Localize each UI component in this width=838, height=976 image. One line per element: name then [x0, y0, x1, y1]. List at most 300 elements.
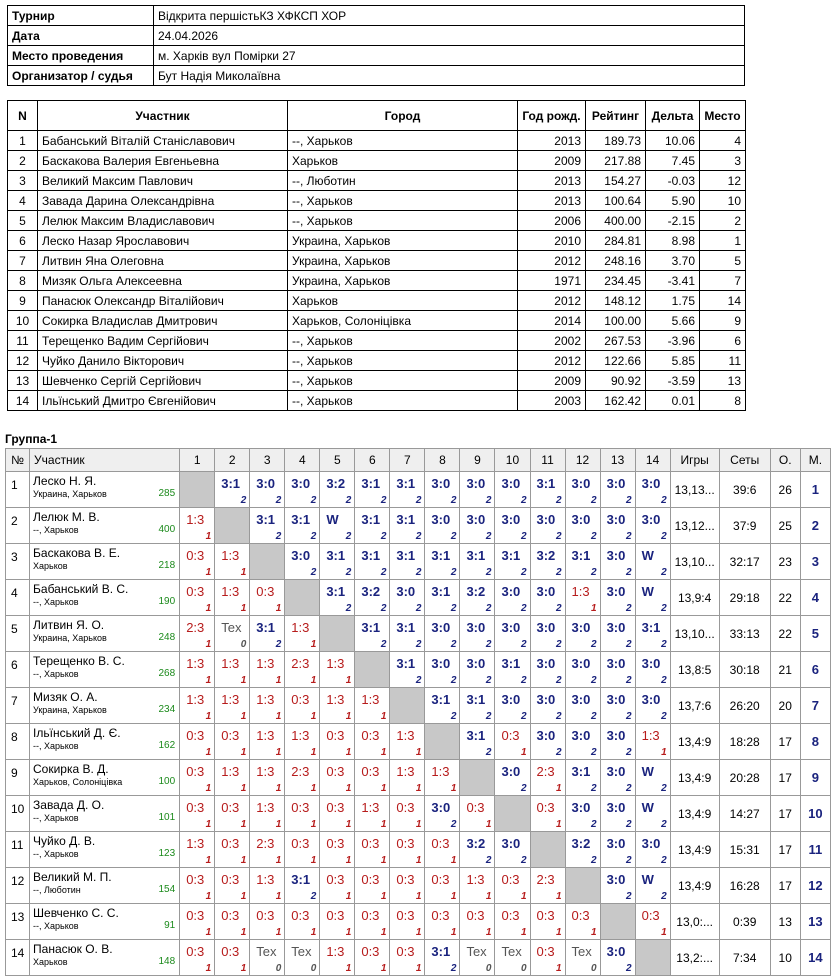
match-result-cell[interactable]	[600, 940, 635, 976]
match-result-cell[interactable]	[460, 580, 495, 616]
match-points: 2	[555, 495, 562, 506]
match-result-cell[interactable]	[355, 796, 390, 832]
match-result-cell[interactable]	[390, 652, 425, 688]
match-result-cell[interactable]	[355, 616, 390, 652]
match-result-cell[interactable]	[180, 652, 215, 688]
participant-cell: Мизяк Ольга Алексеевна	[38, 271, 288, 291]
match-result-cell[interactable]	[250, 688, 285, 724]
match-result-cell[interactable]	[565, 580, 600, 616]
match-result-cell[interactable]	[180, 940, 215, 976]
match-result-cell[interactable]	[565, 652, 600, 688]
match-result-cell[interactable]	[425, 472, 460, 508]
match-points: 2	[450, 675, 457, 686]
player-cell	[30, 508, 180, 544]
match-result-cell[interactable]	[495, 940, 530, 976]
match-result-cell[interactable]	[565, 796, 600, 832]
participant-cell: Ільїнський Дмитро Євгенійович	[38, 391, 288, 411]
match-result-cell[interactable]	[565, 760, 600, 796]
match-score: 3:1	[501, 656, 521, 671]
participant-cell: 4	[700, 131, 746, 151]
header-opponent: 11	[530, 449, 565, 472]
match-result-cell[interactable]	[355, 508, 390, 544]
match-result-cell[interactable]	[565, 472, 600, 508]
match-result-cell[interactable]	[495, 544, 530, 580]
match-result-cell[interactable]	[530, 796, 565, 832]
match-points: 1	[380, 927, 387, 938]
match-result-cell[interactable]	[250, 760, 285, 796]
place-cell: 6	[800, 652, 830, 688]
match-result-cell[interactable]	[635, 616, 670, 652]
diagonal-cell	[180, 472, 215, 508]
match-result-cell[interactable]	[250, 508, 285, 544]
player-cell	[30, 868, 180, 904]
match-result-cell[interactable]	[390, 580, 425, 616]
match-result-cell[interactable]	[250, 940, 285, 976]
match-score: 3:0	[606, 800, 626, 815]
match-score: 3:1	[466, 692, 486, 707]
match-result-cell[interactable]	[600, 616, 635, 652]
participants-header: N	[8, 101, 38, 131]
match-score: 1:3	[221, 548, 240, 563]
match-result-cell[interactable]	[180, 904, 215, 940]
match-result-cell[interactable]	[530, 472, 565, 508]
player-city: --, Люботин	[33, 885, 81, 895]
match-result-cell[interactable]	[635, 544, 670, 580]
match-result-cell[interactable]	[285, 760, 320, 796]
match-result-cell[interactable]	[285, 832, 320, 868]
match-result-cell[interactable]	[495, 868, 530, 904]
match-result-cell[interactable]	[635, 760, 670, 796]
participant-cell: 11	[8, 331, 38, 351]
match-result-cell[interactable]	[250, 472, 285, 508]
match-result-cell[interactable]	[390, 832, 425, 868]
match-score: 3:0	[571, 620, 591, 635]
match-score: 3:0	[501, 512, 521, 527]
match-result-cell[interactable]	[495, 472, 530, 508]
match-result-cell[interactable]	[355, 688, 390, 724]
match-result-cell[interactable]	[425, 940, 460, 976]
match-result-cell[interactable]	[285, 724, 320, 760]
match-score: 3:1	[396, 548, 416, 563]
match-score: Tex	[256, 944, 277, 959]
match-result-cell[interactable]	[460, 616, 495, 652]
match-result-cell[interactable]	[600, 832, 635, 868]
match-result-cell[interactable]	[180, 580, 215, 616]
match-result-cell[interactable]	[390, 544, 425, 580]
match-result-cell[interactable]	[215, 580, 250, 616]
match-result-cell[interactable]	[355, 544, 390, 580]
match-result-cell[interactable]	[565, 688, 600, 724]
match-result-cell[interactable]	[250, 832, 285, 868]
match-result-cell[interactable]	[635, 868, 670, 904]
match-result-cell[interactable]	[530, 616, 565, 652]
match-result-cell[interactable]	[320, 760, 355, 796]
match-result-cell[interactable]	[565, 508, 600, 544]
match-result-cell[interactable]	[215, 904, 250, 940]
match-score: 0:3	[186, 872, 205, 887]
participant-cell: 14	[8, 391, 38, 411]
sets-cell: 39:6	[719, 472, 770, 508]
match-result-cell[interactable]	[215, 688, 250, 724]
match-points: 1	[555, 891, 562, 902]
player-city: --, Харьков	[33, 813, 79, 823]
diagonal-cell	[635, 940, 670, 976]
match-result-cell[interactable]	[635, 580, 670, 616]
match-result-cell[interactable]	[320, 868, 355, 904]
match-result-cell[interactable]	[180, 616, 215, 652]
match-result-cell[interactable]	[530, 904, 565, 940]
match-points: 1	[275, 675, 282, 686]
match-result-cell[interactable]	[320, 652, 355, 688]
player-rating: 123	[158, 848, 176, 859]
match-result-cell[interactable]	[460, 472, 495, 508]
match-result-cell[interactable]	[320, 796, 355, 832]
games-cell: 13,0:...	[670, 904, 719, 940]
match-result-cell[interactable]	[635, 904, 670, 940]
match-result-cell[interactable]	[600, 652, 635, 688]
match-result-cell[interactable]	[460, 796, 495, 832]
match-points: 2	[626, 567, 632, 578]
match-result-cell[interactable]	[390, 508, 425, 544]
match-points: 2	[310, 495, 317, 506]
participant-cell: 2012	[518, 251, 586, 271]
match-result-cell[interactable]	[460, 904, 495, 940]
match-result-cell[interactable]	[390, 472, 425, 508]
info-label: Место проведения	[8, 46, 154, 66]
match-points: 2	[310, 567, 317, 578]
match-points: 0	[275, 963, 282, 974]
crosstable-row	[6, 616, 831, 652]
match-result-cell[interactable]	[390, 940, 425, 976]
match-result-cell[interactable]	[425, 832, 460, 868]
match-score: 2:3	[186, 620, 205, 635]
match-result-cell[interactable]	[250, 616, 285, 652]
match-score: 3:0	[536, 584, 556, 599]
match-result-cell[interactable]	[600, 544, 635, 580]
match-result-cell[interactable]	[320, 724, 355, 760]
match-result-cell[interactable]	[425, 868, 460, 904]
match-score: 3:0	[536, 692, 556, 707]
match-result-cell[interactable]	[460, 652, 495, 688]
match-result-cell[interactable]	[285, 868, 320, 904]
participant-cell: 10	[700, 191, 746, 211]
participant-cell: 400.00	[586, 211, 646, 231]
sets-cell: 15:31	[719, 832, 770, 868]
match-score: Tex	[291, 944, 312, 959]
match-result-cell[interactable]	[180, 508, 215, 544]
match-result-cell[interactable]	[600, 472, 635, 508]
match-result-cell[interactable]	[460, 508, 495, 544]
header-games: Игры	[670, 449, 719, 472]
match-result-cell[interactable]	[495, 724, 530, 760]
sets-cell: 18:28	[719, 724, 770, 760]
match-result-cell[interactable]	[460, 940, 495, 976]
match-result-cell[interactable]	[390, 868, 425, 904]
match-result-cell[interactable]	[355, 472, 390, 508]
match-result-cell[interactable]	[215, 868, 250, 904]
match-result-cell[interactable]	[180, 796, 215, 832]
match-result-cell[interactable]	[425, 904, 460, 940]
match-result-cell[interactable]	[215, 796, 250, 832]
match-result-cell[interactable]	[460, 724, 495, 760]
match-result-cell[interactable]	[425, 616, 460, 652]
row-number: 11	[6, 832, 30, 868]
match-score: 3:0	[571, 656, 591, 671]
match-result-cell[interactable]	[600, 688, 635, 724]
match-result-cell[interactable]	[180, 760, 215, 796]
points-cell: 17	[770, 868, 800, 904]
player-city: --, Харьков	[33, 921, 79, 931]
match-result-cell[interactable]	[285, 796, 320, 832]
match-points: 2	[485, 531, 492, 542]
player-name: Баскакова В. Е.	[33, 546, 121, 560]
match-result-cell[interactable]	[530, 724, 565, 760]
player-city: Харьков, Солоніцівка	[33, 777, 123, 787]
match-score: 0:3	[396, 800, 415, 815]
match-result-cell[interactable]	[320, 580, 355, 616]
match-score: 3:2	[466, 836, 486, 851]
points-cell: 17	[770, 724, 800, 760]
match-result-cell[interactable]	[250, 868, 285, 904]
match-result-cell[interactable]	[565, 616, 600, 652]
match-result-cell[interactable]	[215, 472, 250, 508]
match-result-cell[interactable]	[390, 796, 425, 832]
match-result-cell[interactable]	[320, 688, 355, 724]
match-result-cell[interactable]	[355, 832, 390, 868]
header-opponent: 14	[635, 449, 670, 472]
match-result-cell[interactable]	[180, 544, 215, 580]
match-result-cell[interactable]	[635, 652, 670, 688]
match-result-cell[interactable]	[425, 796, 460, 832]
match-result-cell[interactable]	[285, 652, 320, 688]
match-score: 3:0	[641, 512, 661, 527]
match-points: 1	[240, 567, 247, 578]
match-points: 2	[661, 603, 667, 614]
match-result-cell[interactable]	[425, 544, 460, 580]
match-result-cell[interactable]	[250, 796, 285, 832]
match-result-cell[interactable]	[355, 904, 390, 940]
match-result-cell[interactable]	[320, 508, 355, 544]
player-rating: 148	[158, 956, 176, 967]
points-cell: 23	[770, 544, 800, 580]
player-name: Лелюк М. В.	[33, 510, 100, 524]
match-result-cell[interactable]	[285, 688, 320, 724]
match-result-cell[interactable]	[530, 868, 565, 904]
match-result-cell[interactable]	[495, 688, 530, 724]
match-score: 0:3	[466, 908, 485, 923]
match-result-cell[interactable]	[390, 616, 425, 652]
match-result-cell[interactable]	[530, 544, 565, 580]
match-result-cell[interactable]	[635, 832, 670, 868]
sets-cell: 0:39	[719, 904, 770, 940]
match-result-cell[interactable]	[425, 508, 460, 544]
match-points: 0	[485, 963, 492, 974]
participant-cell: Сокирка Владислав Дмитрович	[38, 311, 288, 331]
match-result-cell[interactable]	[600, 868, 635, 904]
match-result-cell[interactable]	[285, 508, 320, 544]
match-result-cell[interactable]	[495, 580, 530, 616]
match-score: 3:1	[361, 620, 381, 635]
match-result-cell[interactable]	[285, 616, 320, 652]
player-rating: 218	[158, 560, 176, 571]
match-points: 1	[205, 747, 212, 758]
match-points: 1	[310, 783, 317, 794]
participant-row	[8, 291, 746, 311]
match-result-cell[interactable]	[250, 904, 285, 940]
match-result-cell[interactable]	[565, 832, 600, 868]
match-result-cell[interactable]	[530, 652, 565, 688]
row-number: 5	[6, 616, 30, 652]
player-rating: 268	[158, 668, 176, 679]
match-result-cell[interactable]	[425, 688, 460, 724]
match-result-cell[interactable]	[215, 832, 250, 868]
participant-cell: 7	[700, 271, 746, 291]
match-result-cell[interactable]	[600, 580, 635, 616]
match-score: 3:0	[606, 548, 626, 563]
match-result-cell[interactable]	[355, 868, 390, 904]
match-points: 2	[626, 747, 632, 758]
match-result-cell[interactable]	[635, 508, 670, 544]
match-result-cell[interactable]	[320, 472, 355, 508]
match-result-cell[interactable]	[600, 724, 635, 760]
match-result-cell[interactable]	[495, 832, 530, 868]
match-points: 2	[485, 495, 492, 506]
match-result-cell[interactable]	[565, 940, 600, 976]
match-result-cell[interactable]	[565, 724, 600, 760]
match-result-cell[interactable]	[425, 760, 460, 796]
participant-cell: 189.73	[586, 131, 646, 151]
participant-cell: 267.53	[586, 331, 646, 351]
match-result-cell[interactable]	[250, 724, 285, 760]
match-score: 1:3	[396, 728, 415, 743]
match-result-cell[interactable]	[425, 580, 460, 616]
match-result-cell[interactable]	[460, 868, 495, 904]
match-score: 3:0	[571, 800, 591, 815]
match-result-cell[interactable]	[285, 472, 320, 508]
participant-cell: 1	[700, 231, 746, 251]
match-result-cell[interactable]	[425, 652, 460, 688]
games-cell: 13,7:6	[670, 688, 719, 724]
match-result-cell[interactable]	[215, 724, 250, 760]
match-points: 2	[591, 531, 597, 542]
match-result-cell[interactable]	[180, 724, 215, 760]
match-result-cell[interactable]	[495, 616, 530, 652]
match-result-cell[interactable]	[460, 688, 495, 724]
match-points: 1	[520, 891, 527, 902]
place-cell: 5	[800, 616, 830, 652]
participant-row	[8, 171, 746, 191]
match-result-cell[interactable]	[180, 868, 215, 904]
match-result-cell[interactable]	[320, 940, 355, 976]
match-score: 3:0	[466, 512, 486, 527]
match-result-cell[interactable]	[390, 724, 425, 760]
match-points: 2	[555, 531, 562, 542]
match-result-cell[interactable]	[600, 760, 635, 796]
match-result-cell[interactable]	[600, 796, 635, 832]
match-result-cell[interactable]	[530, 688, 565, 724]
match-points: 2	[626, 639, 632, 650]
match-score: 3:0	[606, 584, 626, 599]
match-result-cell[interactable]	[635, 724, 670, 760]
match-result-cell[interactable]	[180, 688, 215, 724]
match-result-cell[interactable]	[530, 508, 565, 544]
match-result-cell[interactable]	[530, 760, 565, 796]
match-result-cell[interactable]	[460, 544, 495, 580]
header-opponent: 9	[460, 449, 495, 472]
match-points: 2	[661, 567, 667, 578]
match-result-cell[interactable]	[600, 508, 635, 544]
match-points: 2	[626, 603, 632, 614]
row-number: 8	[6, 724, 30, 760]
match-result-cell[interactable]	[250, 652, 285, 688]
match-points: 1	[345, 711, 352, 722]
match-result-cell[interactable]	[495, 760, 530, 796]
points-cell: 22	[770, 616, 800, 652]
match-result-cell[interactable]	[355, 940, 390, 976]
match-score: 0:3	[291, 908, 310, 923]
tournament-info-table	[7, 5, 745, 86]
match-result-cell[interactable]	[320, 544, 355, 580]
match-points: 2	[661, 819, 667, 830]
match-result-cell[interactable]	[390, 904, 425, 940]
match-result-cell[interactable]	[285, 544, 320, 580]
crosstable-row	[6, 544, 831, 580]
match-result-cell[interactable]	[250, 580, 285, 616]
match-points: 1	[205, 603, 212, 614]
player-city: --, Харьков	[33, 525, 79, 535]
match-points: 2	[520, 675, 527, 686]
match-result-cell[interactable]	[215, 940, 250, 976]
match-points: 2	[520, 495, 527, 506]
match-result-cell[interactable]	[635, 796, 670, 832]
match-result-cell[interactable]	[565, 904, 600, 940]
match-result-cell[interactable]	[215, 616, 250, 652]
match-score: 0:3	[361, 836, 380, 851]
match-score: 3:1	[431, 584, 451, 599]
match-result-cell[interactable]	[565, 544, 600, 580]
match-result-cell[interactable]	[495, 904, 530, 940]
participant-cell: 9	[700, 311, 746, 331]
match-points: 2	[520, 567, 527, 578]
match-result-cell[interactable]	[495, 652, 530, 688]
match-result-cell[interactable]	[635, 688, 670, 724]
match-result-cell[interactable]	[285, 940, 320, 976]
match-result-cell[interactable]	[355, 580, 390, 616]
match-result-cell[interactable]	[320, 904, 355, 940]
match-result-cell[interactable]	[390, 760, 425, 796]
participant-cell: 2002	[518, 331, 586, 351]
match-result-cell[interactable]	[355, 760, 390, 796]
match-result-cell[interactable]	[530, 940, 565, 976]
games-cell: 13,2:...	[670, 940, 719, 976]
match-score: 1:3	[221, 656, 240, 671]
match-result-cell[interactable]	[180, 832, 215, 868]
match-score: 0:3	[221, 728, 240, 743]
match-score: 3:0	[606, 656, 626, 671]
match-result-cell[interactable]	[355, 724, 390, 760]
match-result-cell[interactable]	[215, 760, 250, 796]
match-result-cell[interactable]	[460, 832, 495, 868]
match-result-cell[interactable]	[320, 832, 355, 868]
match-result-cell[interactable]	[215, 652, 250, 688]
match-result-cell[interactable]	[215, 544, 250, 580]
participant-cell: 234.45	[586, 271, 646, 291]
participants-header: Рейтинг	[586, 101, 646, 131]
match-result-cell[interactable]	[635, 472, 670, 508]
match-result-cell[interactable]	[285, 904, 320, 940]
match-result-cell[interactable]	[495, 508, 530, 544]
match-result-cell[interactable]	[530, 580, 565, 616]
